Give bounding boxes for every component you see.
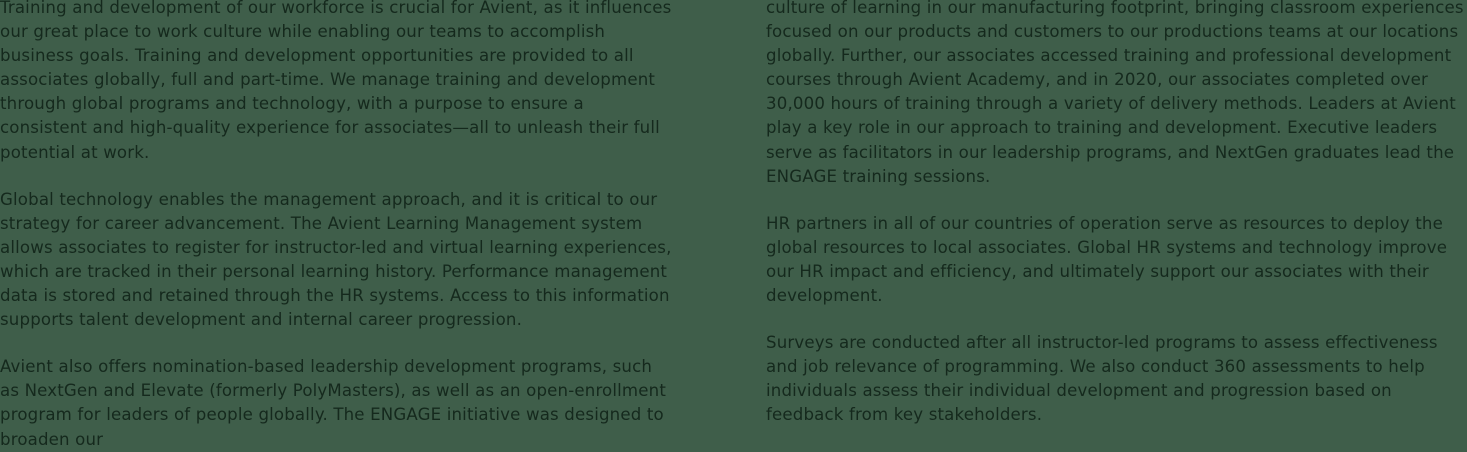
paragraph: Avient also offers nomination-based leadership development programs, such as NextGen and Elevate (formerly PolyMasters), as well as an open-enrollment program for leaders of people globally. The ENGAGE initiative was designed to broaden our: [0, 357, 666, 449]
paragraph: HR partners in all of our countries of operation serve as resources to deploy the global resources to local associates. Global HR systems and technology improve our HR impact and efficiency, and ultimately support our associates with their development.: [766, 213, 1448, 306]
paragraph: Training and development of our workforce is crucial for Avient, as it influences our great place to work culture while enabling our teams to accomplish business goals. Training and development opportunities are provided to all associates globally, full and part-time. We manage training and development through global programs and technology, with a purpose to ensure a consistent and high-quality experience for associates—all to unleash their full potential at work.: [0, 0, 672, 162]
paragraph: Surveys are conducted after all instructor-led programs to assess effectiveness and job relevance of programming. We also conduct 360 assessments to help individuals assess their individual development and progression based on feedback from key stakeholders.: [766, 333, 1438, 425]
paragraph: Global technology enables the management approach, and it is critical to our strategy for career advancement. The Avient Learning Management system allows associates to register for instructor-led and virtual learning experiences, which are tracked in their personal learning history. Performance management data is stored and retained through the HR systems. Access to this information supports talent development and internal career progression.: [0, 189, 672, 330]
paragraph: culture of learning in our manufacturing footprint, bringing classroom experiences focused on our products and customers to our productions teams at our locations globally. Further, our associates accessed training and professional development courses through Avient Academy, and in 2020, our associates completed over 30,000 hours of training through a variety of delivery methods. Leaders at Avient play a key role in our approach to training and development. Executive leaders serve as facilitators in our leadership programs, and NextGen graduates lead the ENGAGE training sessions.: [766, 0, 1464, 186]
left-text-column: [0, 0, 700, 449]
right-text-column: [700, 0, 1467, 425]
